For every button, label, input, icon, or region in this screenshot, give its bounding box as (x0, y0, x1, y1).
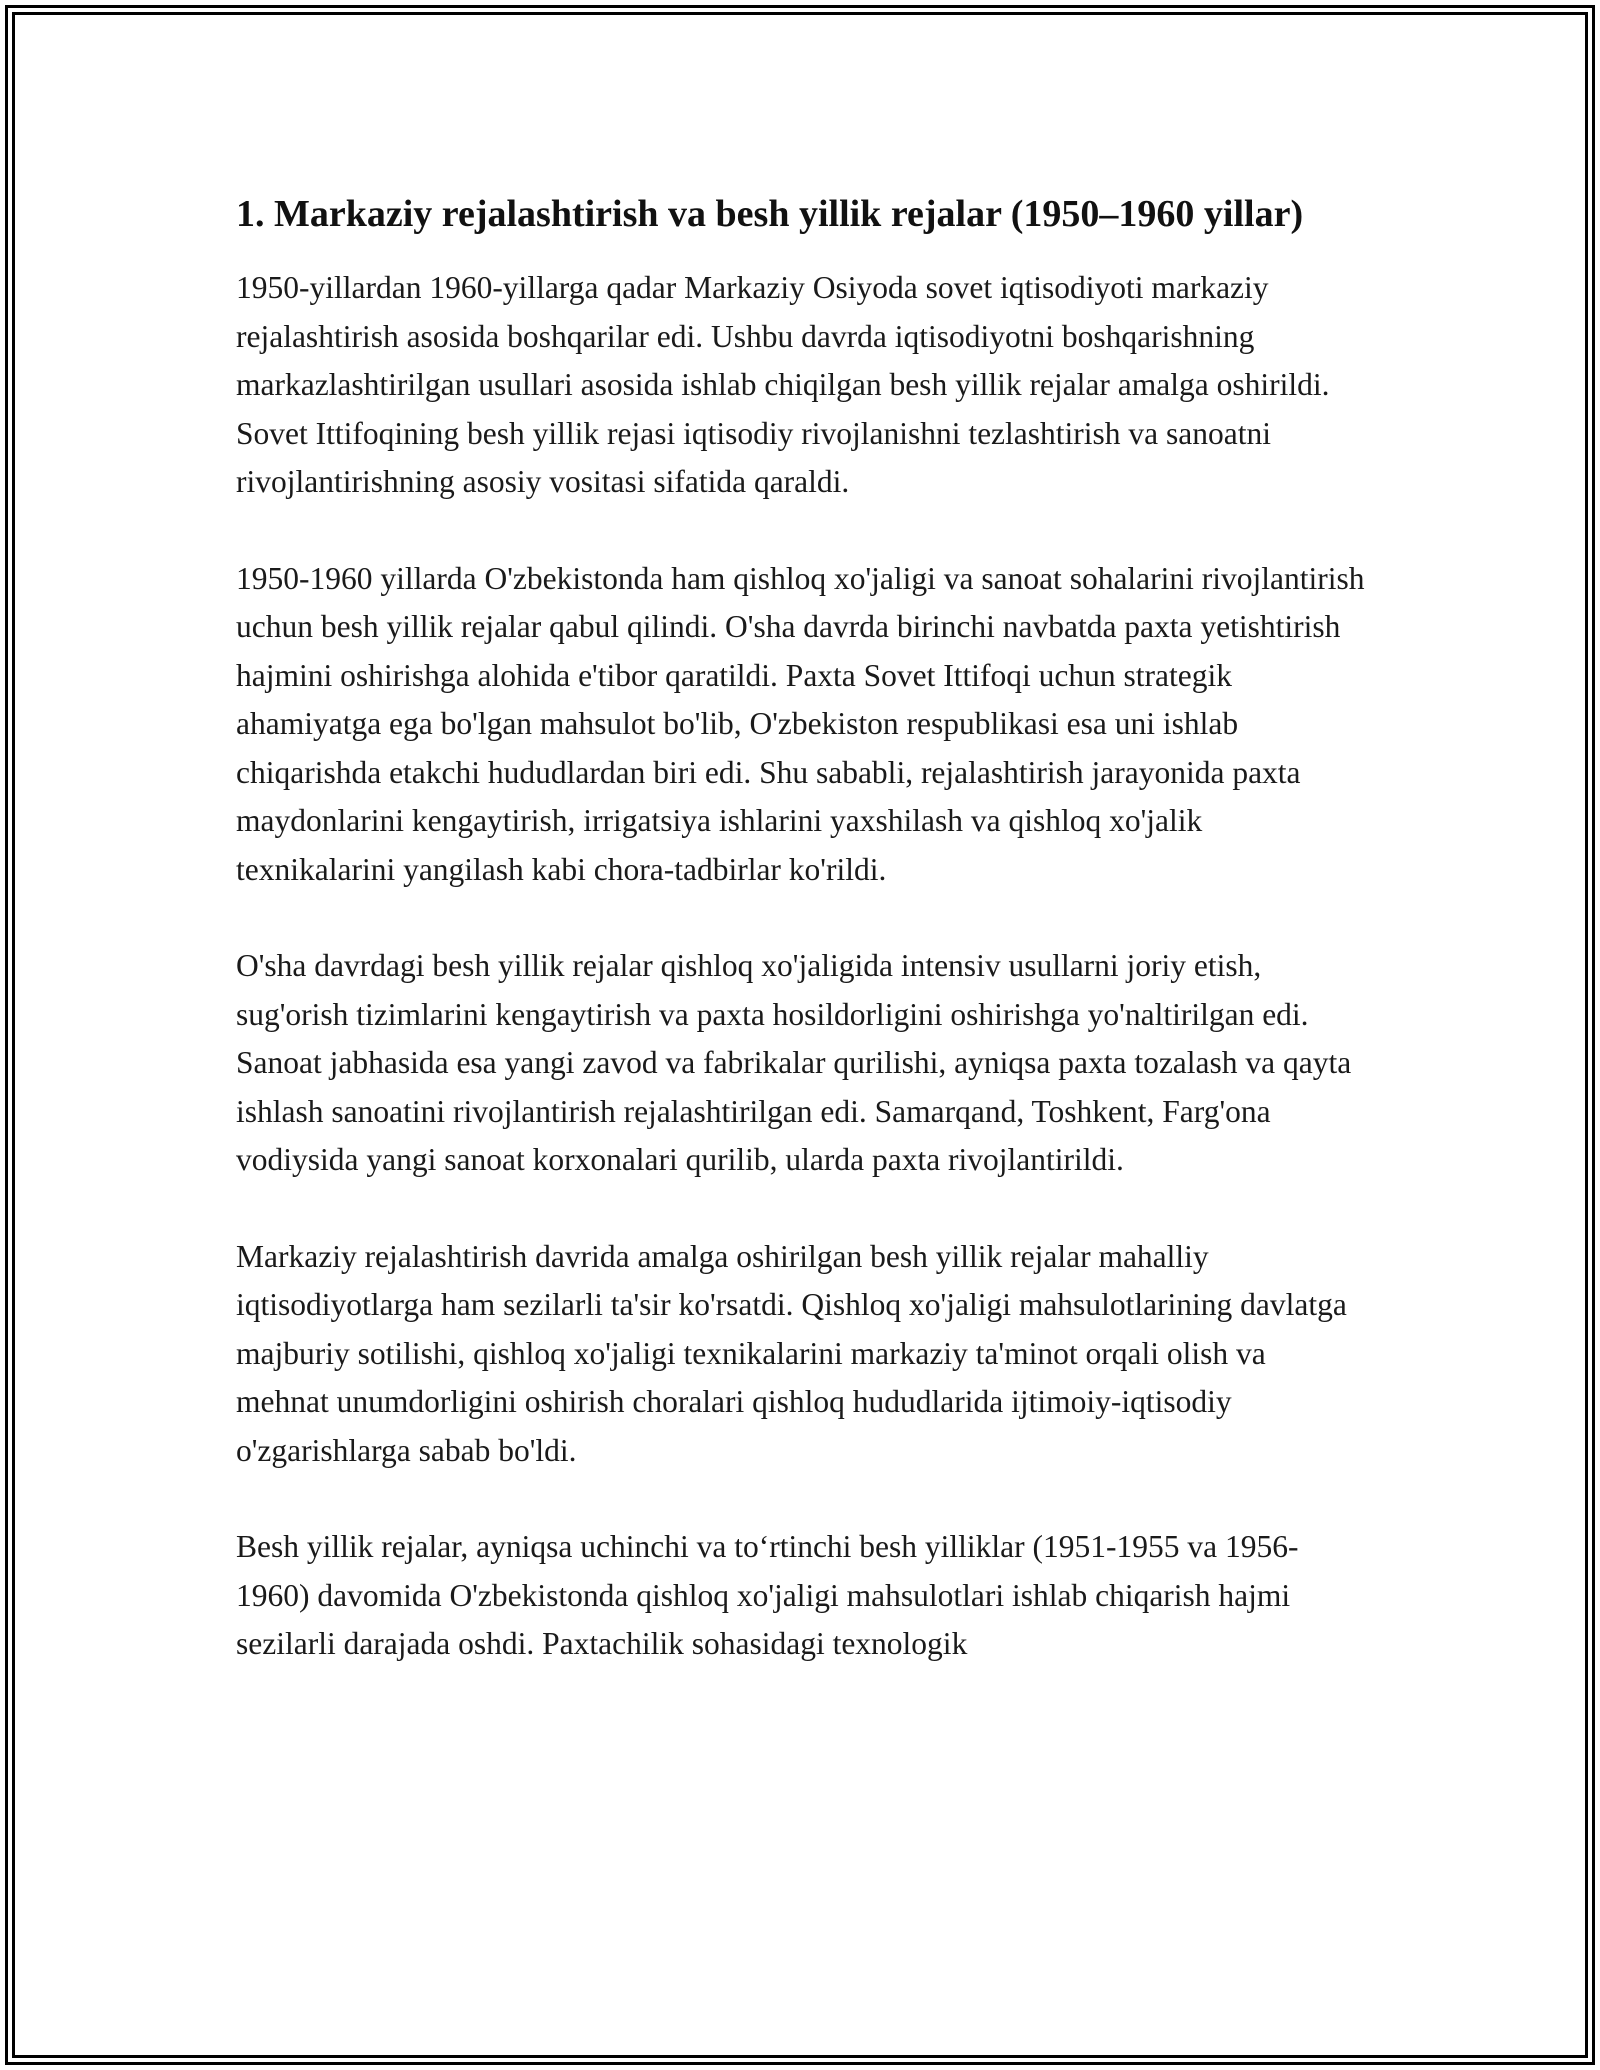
paragraph-4: Markaziy rejalashtirish davrida amalga oshirilgan besh yillik rejalar mahalliy iqtisodiyotlarga ham sezilarli ta'sir ko'rsatdi. Qishloq xo'jaligi mahsulotlarining davlatga majburiy sotilishi, qishloq xo'jaligi texnikalarini markaziy ta'minot orqali olish va mehnat unumdorligini oshirish choralari qishloq hududlarida ijtimoiy-iqtisodiy o'zgarishlarga sabab bo'ldi. (236, 1238, 1347, 1468)
paragraph-5: Besh yillik rejalar, ayniqsa uchinchi va to‘rtinchi besh yilliklar (1951-1955 va 1956-1960) davomida O'zbekistonda qishloq xo'jaligi mahsulotlari ishlab chiqarish hajmi sezilarli darajada oshdi. Paxtachilik sohasidagi texnologik (236, 1529, 1299, 1661)
document-body (236, 186, 1366, 1717)
paragraph-3: O'sha davrdagi besh yillik rejalar qishloq xo'jaligida intensiv usullarni joriy etish, sug'orish tizimlarini kengaytirish va paxta hosildorligini oshirishga yo'naltirilgan edi. Sanoat jabhasida esa yangi zavod va fabrikalar qurilishi, ayniqsa paxta tozalash va qayta ishlash sanoatini rivojlantirish rejalashtirilgan edi. Samarqand, Toshkent, Farg'ona vodiysida yangi sanoat korxonalari qurilib, ularda paxta rivojlantirildi. (236, 948, 1352, 1177)
paragraph-2: 1950-1960 yillarda O'zbekistonda ham qishloq xo'jaligi va sanoat sohalarini rivojlantirish uchun besh yillik rejalar qabul qilindi. O'sha davrda birinchi navbatda paxta yetishtirish hajmini oshirishga alohida e'tibor qaratildi. Paxta Sovet Ittifoqi uchun strategik ahamiyatga ega bo'lgan mahsulot bo'lib, O'zbekiston respublikasi esa uni ishlab chiqarishda etakchi hududlardan biri edi. Shu sababli, rejalashtirish jarayonida paxta maydonlarini kengaytirish, irrigatsiya ishlarini yaxshilash va qishloq xo'jalik texnikalarini yangilash kabi chora-tadbirlar ko'rildi. (236, 560, 1365, 887)
section-heading: 1. Markaziy rejalashtirish va besh yillik rejalar (1950–1960 yillar) (236, 193, 1304, 235)
paragraph-1: 1950-yillardan 1960-yillarga qadar Markaziy Osiyoda sovet iqtisodiyoti markaziy rejalashtirish asosida boshqarilar edi. Ushbu davrda iqtisodiyotni boshqarishning markazlashtirilgan usullari asosida ishlab chiqilgan besh yillik rejalar amalga oshirildi. Sovet Ittifoqining besh yillik rejasi iqtisodiy rivojlanishni tezlashtirish va sanoatni rivojlantirishning asosiy vositasi sifatida qaraldi. (236, 270, 1330, 499)
